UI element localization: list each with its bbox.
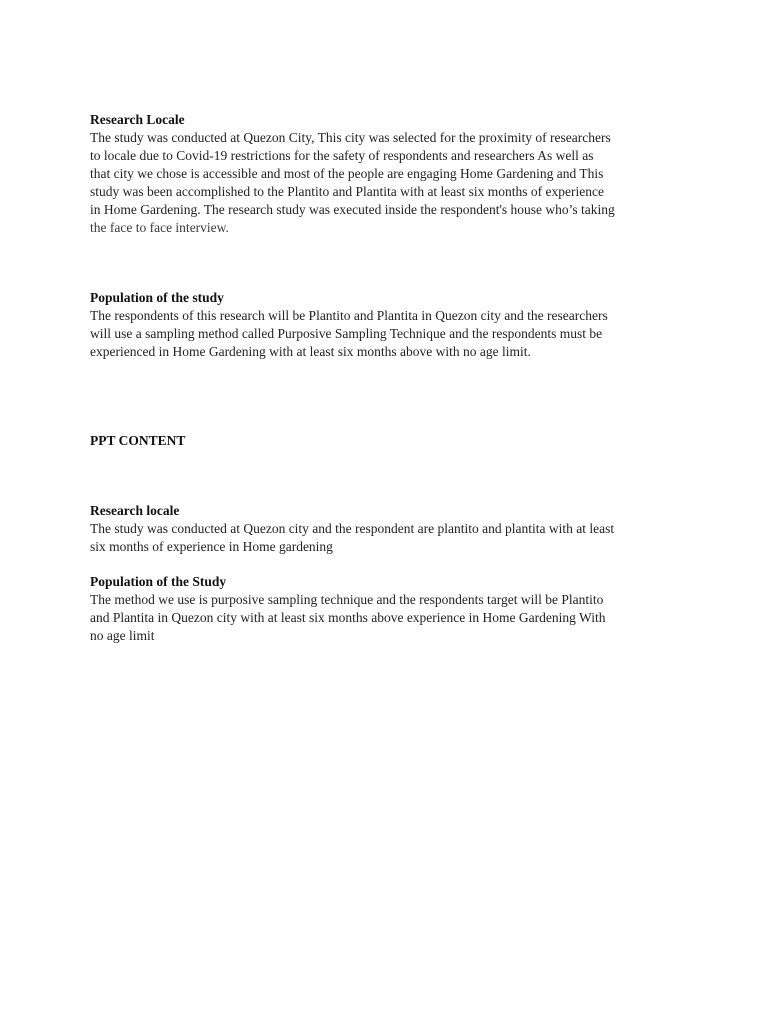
paragraph-line: to locale due to Covid-19 restrictions for the safety of respondents and researchers As well as <box>90 148 594 163</box>
section-population <box>90 289 690 361</box>
paragraph-line: The study was conducted at Quezon city and the respondent are plantito and plantita with at least <box>90 521 615 536</box>
paragraph-line: no age limit <box>90 628 155 643</box>
section-heading: Research Locale <box>90 112 185 127</box>
paragraph-line: will use a sampling method called Purposive Sampling Technique and the respondents must be <box>90 326 603 341</box>
paragraph-line: experienced in Home Gardening with at least six months above with no age limit. <box>90 344 531 359</box>
section-heading: Population of the study <box>90 290 224 305</box>
section-heading: Research locale <box>90 503 180 518</box>
paragraph-line: the face to face interview. <box>90 220 229 235</box>
ppt-content-heading: PPT CONTENT <box>90 433 186 448</box>
paragraph-line: that city we chose is accessible and most of the people are engaging Home Gardening and This <box>90 166 604 181</box>
paragraph-line: six months of experience in Home gardening <box>90 539 333 554</box>
section-research-locale <box>90 111 690 237</box>
ppt-content-heading-block <box>90 432 690 450</box>
paragraph-line: in Home Gardening. The research study was executed inside the respondent's house who’s taking <box>90 202 615 217</box>
paragraph-line: and Plantita in Quezon city with at least six months above experience in Home Gardening With <box>90 610 606 625</box>
section-heading: Population of the Study <box>90 574 227 589</box>
paragraph-line: study was been accomplished to the Plantito and Plantita with at least six months of experience <box>90 184 605 199</box>
paragraph-line: The study was conducted at Quezon City, This city was selected for the proximity of researchers <box>90 130 611 145</box>
paragraph-line: The respondents of this research will be Plantito and Plantita in Quezon city and the researchers <box>90 308 608 323</box>
section-ppt-population <box>90 573 690 645</box>
section-ppt-research-locale <box>90 502 690 556</box>
paragraph-line: The method we use is purposive sampling technique and the respondents target will be Plantito <box>90 592 604 607</box>
